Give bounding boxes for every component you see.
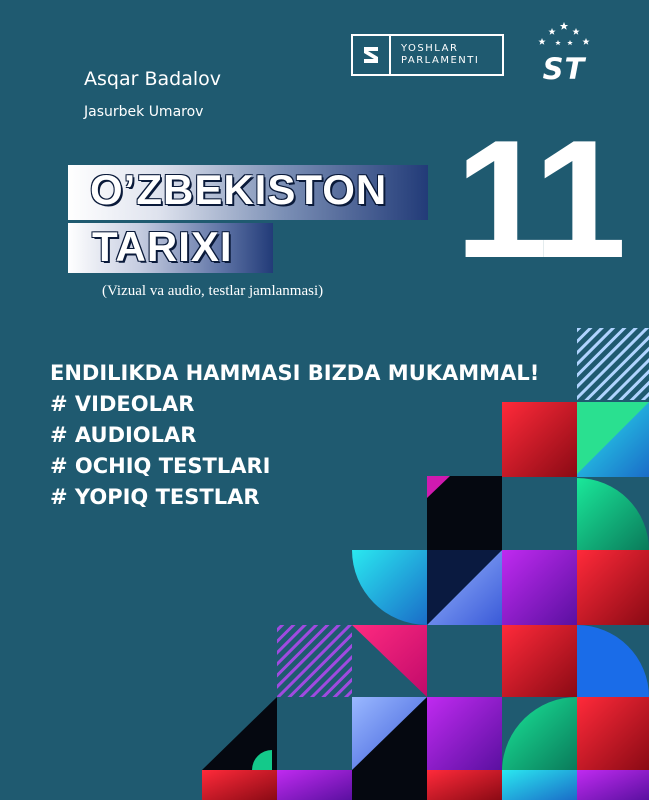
yoshlar-parlamenti-text: [391, 43, 479, 67]
features-list: [50, 358, 539, 513]
mosaic-tile: [277, 770, 352, 800]
book-subtitle: (Vizual va audio, testlar jamlanmasi): [102, 283, 324, 299]
mosaic-tile: [577, 478, 649, 550]
mosaic-tile: [502, 550, 577, 625]
logo-text-line2: PARLAMENTI: [401, 55, 480, 66]
mosaic-tile: [577, 625, 649, 697]
book-title-line1: O’ZBEKISTON: [90, 166, 388, 213]
mosaic-tile: [352, 550, 427, 625]
mosaic-tile: [502, 770, 577, 800]
feature-item-open-tests: # OCHIQ TESTLARI: [50, 454, 271, 478]
mosaic-tile: [577, 550, 649, 625]
feature-item-closed-tests: # YOPIQ TESTLAR: [50, 485, 260, 509]
parliament-mark-icon: [353, 36, 391, 74]
mosaic-tile: [502, 697, 577, 770]
feature-item-videos: # VIDEOLAR: [50, 392, 195, 416]
mosaic-tile: [277, 625, 352, 697]
grade-number: 11: [455, 105, 621, 293]
mosaic-tile: [577, 770, 649, 800]
author-name-primary: Asqar Badalov: [84, 68, 221, 90]
logo-text-line1: YOSHLAR: [401, 43, 459, 54]
yoshlar-parlamenti-logo: [351, 34, 504, 76]
st-logo: [528, 20, 600, 86]
mosaic-tile: [427, 770, 502, 800]
mosaic-tile: [577, 328, 649, 400]
st-logo-text: ST: [542, 52, 586, 86]
mosaic-tile: [427, 697, 502, 770]
mosaic-tile: [202, 770, 277, 800]
author-name-secondary: Jasurbek Umarov: [84, 104, 204, 120]
book-title-line2: TARIXI: [92, 223, 233, 270]
features-headline: ENDILIKDA HAMMASI BIZDA MUKAMMAL!: [50, 361, 540, 385]
mosaic-tile: [502, 625, 577, 697]
stars-icon: [528, 20, 600, 54]
mosaic-tile: [577, 697, 649, 770]
mosaic-tile: [352, 770, 427, 800]
feature-item-audios: # AUDIOLAR: [50, 423, 197, 447]
mosaic-tile: [352, 625, 427, 697]
